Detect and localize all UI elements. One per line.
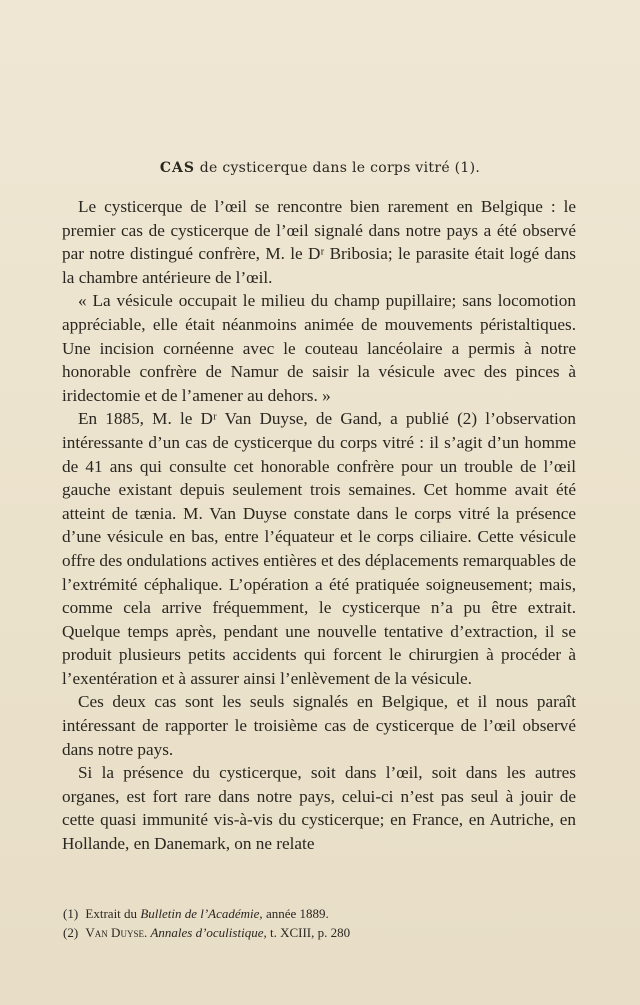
footnote-author: Van Duyse. <box>85 925 148 940</box>
paragraph: Ces deux cas sont les seuls signalés en Belgique, et il nous paraît intéressant de rapporter le troisième cas de cysticerque de l’œil observé dans notre pays. <box>62 692 576 759</box>
title-rest: de cysticerque dans le corps vitré (1). <box>199 160 481 176</box>
footnote-mark: (1) <box>63 906 79 921</box>
footnote-mark: (2) <box>63 925 79 940</box>
footnote-text: Extrait du <box>85 906 138 921</box>
body-text <box>62 195 576 856</box>
paragraph: Le cysticerque de l’œil se rencontre bien rarement en Belgique : le premier cas de cysticerque de l’œil signalé dans notre pays a été observé par notre distingué confrère, M. le Dʳ Bribosia; le parasite était logé dans la chambre antérieure de l’œil. <box>62 197 576 287</box>
paragraph: En 1885, M. le Dʳ Van Duyse, de Gand, a publié (2) l’observation intéressante d’un cas de cysticerque du corps vitré : il s’agit d’un homme de 41 ans qui consulte cet honorable confrère pour un trouble de l’œil gauche existant depuis seulement trois semaines. Cet homme avait été atteint de tænia. M. Van Duyse constate dans le corps vitré la présence d’une vésicule en bas, entre l’équateur et le corps ciliaire. Cette vésicule offre des ondulations actives entières et des déplacements remarquables de l’extrémité céphalique. L’opération a été pratiquée soigneusement; mais, comme cela arrive fréquemment, le cysticerque n’a pu être extrait. Quelque temps après, pendant une nouvelle tentative d’extraction, il se produit plusieurs petits accidents qui forcent le chirurgien à procéder à l’exentération et à assurer ainsi l’enlèvement de la vésicule. <box>62 409 576 688</box>
footnote-2 <box>63 923 577 942</box>
footnote-source-title: Bulletin de l’Académie, <box>140 906 263 921</box>
paragraph: « La vésicule occupait le milieu du champ pupillaire; sans locomotion appréciable, elle était néanmoins animée de mouvements péristaltiques. Une incision cornéenne avec le couteau lancéolaire a permis à notre honorable confrère de Namur de saisir la vésicule avec des pinces à iridectomie et de l’amener au dehors. » <box>62 291 576 405</box>
footnote-text: année 1889. <box>265 906 329 921</box>
footnote-source-title: Annales d’oculistique, <box>150 925 267 940</box>
footnotes <box>63 904 577 942</box>
paragraph: Si la présence du cysticerque, soit dans l’œil, soit dans les autres organes, est fort rare dans notre pays, celui-ci n’est pas seul à jouir de cette quasi immunité vis-à-vis du cysticerque; en France, en Autriche, en Hollande, en Danemark, on ne relate <box>62 763 576 854</box>
footnote-text: t. XCIII, p. 280 <box>269 925 351 940</box>
page-title <box>0 160 640 176</box>
footnote-1 <box>63 904 577 923</box>
title-prefix: CAS <box>159 160 195 176</box>
